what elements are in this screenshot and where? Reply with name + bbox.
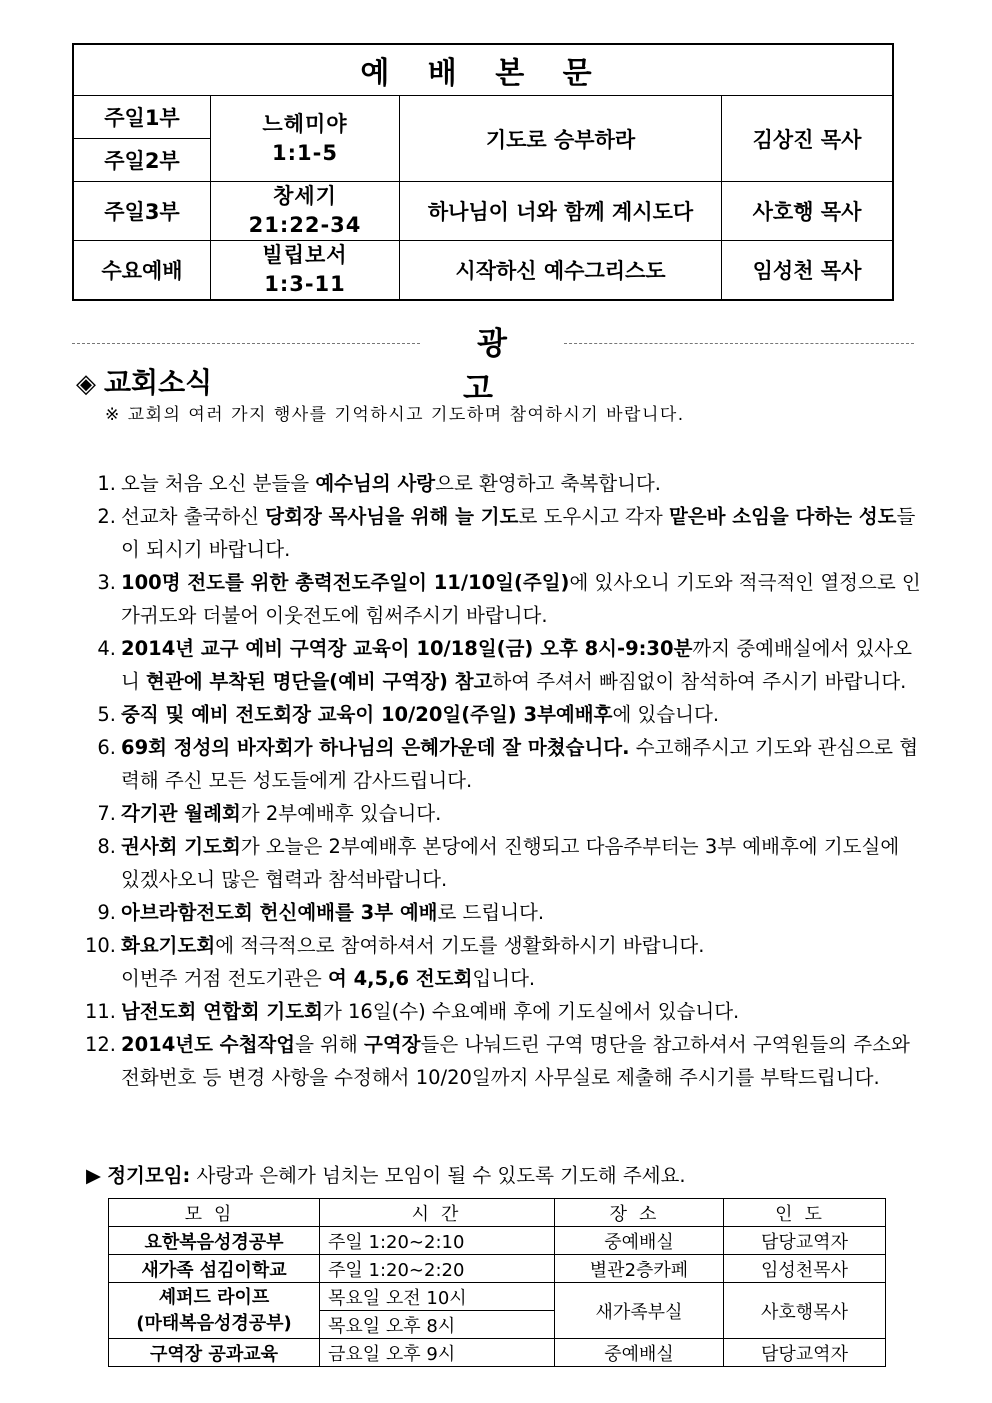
meeting-place: 중예배실	[555, 1339, 724, 1367]
item-number: 8.	[97, 835, 116, 858]
passage-ref: 21:22-34	[248, 213, 362, 237]
list-item	[72, 830, 922, 896]
item-text: 각기관 월례회가 2부예배후 있습니다.	[121, 802, 442, 825]
item-text: 권사회 기도회가 오늘은 2부예배후 본당에서 진행되고 다음주부터는 3부 예배후에 기도실에 있겠사오니 많은 협력과 참석바랍니다.	[121, 835, 900, 891]
meetings-label: 정기모임:	[107, 1164, 191, 1187]
preacher: 사호행 목사	[722, 182, 894, 241]
item-text: 남전도회 연합회 기도회가 16일(수) 수요예배 후에 기도실에서 있습니다.	[121, 1000, 740, 1023]
item-text: 2014년 교구 예비 구역장 교육이 10/18일(금) 오후 8시-9:30분까지 중예배실에서 있사오니 현관에 부착된 명단을(예비 구역장) 참고하여 주셔서 빠짐없이 참석하여 주시기 바랍니다.	[121, 637, 913, 693]
meeting-time: 금요일 오후 9시	[320, 1339, 555, 1367]
item-number: 10.	[84, 934, 116, 957]
column-header: 인도	[724, 1199, 886, 1227]
column-header: 시간	[320, 1199, 555, 1227]
table-row	[109, 1339, 886, 1367]
list-item	[72, 500, 922, 566]
sermon-title: 기도로 승부하라	[400, 96, 722, 182]
item-number: 3.	[97, 571, 116, 594]
item-text: 중직 및 예비 전도회장 교육이 10/20일(주일) 3부예배후에 있습니다.	[121, 703, 720, 726]
meeting-name: 구역장 공과교육	[109, 1339, 320, 1367]
item-number: 5.	[97, 703, 116, 726]
passage-ref: 1:3-11	[264, 272, 346, 296]
list-item	[72, 797, 922, 830]
sermon-title: 시작하신 예수그리스도	[400, 241, 722, 301]
item-number: 6.	[97, 736, 116, 759]
meeting-time: 주일 1:20∼2:20	[320, 1255, 555, 1283]
meetings-table	[108, 1198, 886, 1367]
news-note: ※ 교회의 여러 가지 행사를 기억하시고 기도하며 참여하시기 바랍니다.	[105, 405, 685, 425]
ads-title: 광 고	[463, 326, 535, 407]
column-header: 장소	[555, 1199, 724, 1227]
sermon-title: 하나님이 너와 함께 계시도다	[400, 182, 722, 241]
meeting-leader: 사호행목사	[724, 1283, 886, 1339]
passage	[211, 182, 400, 241]
list-item	[72, 995, 922, 1028]
item-number: 2.	[97, 505, 116, 528]
item-text: 2014년도 수첩작업을 위해 구역장들은 나눠드린 구역 명단을 참고하셔서 구역원들의 주소와 전화번호 등 변경 사항을 수정해서 10/20일까지 사무실로 제출해 주시기를 부탁드립니다.	[121, 1033, 910, 1089]
worship-title: 예 배 본 문	[73, 44, 893, 96]
service-name: 수요예배	[73, 241, 211, 301]
meeting-name: 셰퍼드 라이프 (마태복음성경공부)	[109, 1283, 320, 1339]
worship-table	[72, 43, 894, 301]
table-row	[109, 1227, 886, 1255]
list-item	[72, 632, 922, 698]
list-item	[72, 731, 922, 797]
passage-ref: 1:1-5	[272, 140, 338, 165]
item-number: 12.	[84, 1033, 116, 1056]
meeting-leader: 임성천목사	[724, 1255, 886, 1283]
meeting-place: 새가족부실	[555, 1283, 724, 1339]
list-item	[72, 929, 922, 995]
meetings-intro: 사랑과 은혜가 넘치는 모임이 될 수 있도록 기도해 주세요.	[190, 1164, 686, 1187]
meeting-leader: 담당교역자	[724, 1227, 886, 1255]
list-item	[72, 467, 922, 500]
arrow-icon: ▶	[86, 1164, 101, 1187]
item-number: 7.	[97, 802, 116, 825]
service-name: 주일1부	[73, 96, 211, 139]
meeting-place: 중예배실	[555, 1227, 724, 1255]
divider-line-left	[72, 343, 420, 344]
item-text: 100명 전도를 위한 총력전도주일이 11/10일(주일)에 있사오니 기도와 적극적인 열정으로 인가귀도와 더불어 이웃전도에 힘써주시기 바랍니다.	[121, 571, 921, 627]
news-list	[72, 467, 922, 1094]
meeting-time: 목요일 오후 8시	[320, 1311, 555, 1339]
list-item	[72, 698, 922, 731]
item-text: 아브라함전도회 헌신예배를 3부 예배로 드립니다.	[121, 901, 545, 924]
passage	[211, 96, 400, 182]
meeting-name: 요한복음성경공부	[109, 1227, 320, 1255]
item-number: 11.	[84, 1000, 116, 1023]
passage-book: 빌립보서	[262, 243, 348, 267]
table-row	[109, 1255, 886, 1283]
diamond-icon: ◈	[76, 369, 96, 399]
item-number: 4.	[97, 637, 116, 660]
item-number: 1.	[97, 472, 116, 495]
passage-book: 창세기	[273, 184, 337, 208]
item-text: 오늘 처음 오신 분들을 예수님의 사랑으로 환영하고 축복합니다.	[121, 472, 661, 495]
passage	[211, 241, 400, 301]
list-item	[72, 1028, 922, 1094]
item-number: 9.	[97, 901, 116, 924]
list-item	[72, 566, 922, 632]
news-heading	[76, 361, 212, 401]
meeting-time: 목요일 오전 10시	[320, 1283, 555, 1311]
meeting-place: 별관2층카페	[555, 1255, 724, 1283]
item-text: 69회 정성의 바자회가 하나님의 은혜가운데 잘 마쳤습니다. 수고해주시고 기도와 관심으로 협력해 주신 모든 성도들에게 감사드립니다.	[121, 736, 919, 792]
table-row	[109, 1283, 886, 1311]
preacher: 임성천 목사	[722, 241, 894, 301]
column-header: 모임	[109, 1199, 320, 1227]
preacher: 김상진 목사	[722, 96, 894, 182]
item-text: 선교차 출국하신 당회장 목사님을 위해 늘 기도로 도우시고 각자 맡은바 소임을 다하는 성도들이 되시기 바랍니다.	[121, 505, 916, 561]
divider-line-right	[564, 343, 914, 344]
service-name: 주일2부	[73, 139, 211, 182]
news-heading-text: 교회소식	[104, 366, 213, 399]
passage-book: 느헤미야	[262, 111, 348, 136]
meeting-name: 새가족 섬김이학교	[109, 1255, 320, 1283]
meetings-heading	[86, 1160, 686, 1188]
meeting-leader: 담당교역자	[724, 1339, 886, 1367]
list-item	[72, 896, 922, 929]
service-name: 주일3부	[73, 182, 211, 241]
meeting-time: 주일 1:20∼2:10	[320, 1227, 555, 1255]
item-text: 화요기도회에 적극적으로 참여하셔서 기도를 생활화하시기 바랍니다. 이번주 거점 전도기관은 여 4,5,6 전도회입니다.	[121, 934, 705, 990]
